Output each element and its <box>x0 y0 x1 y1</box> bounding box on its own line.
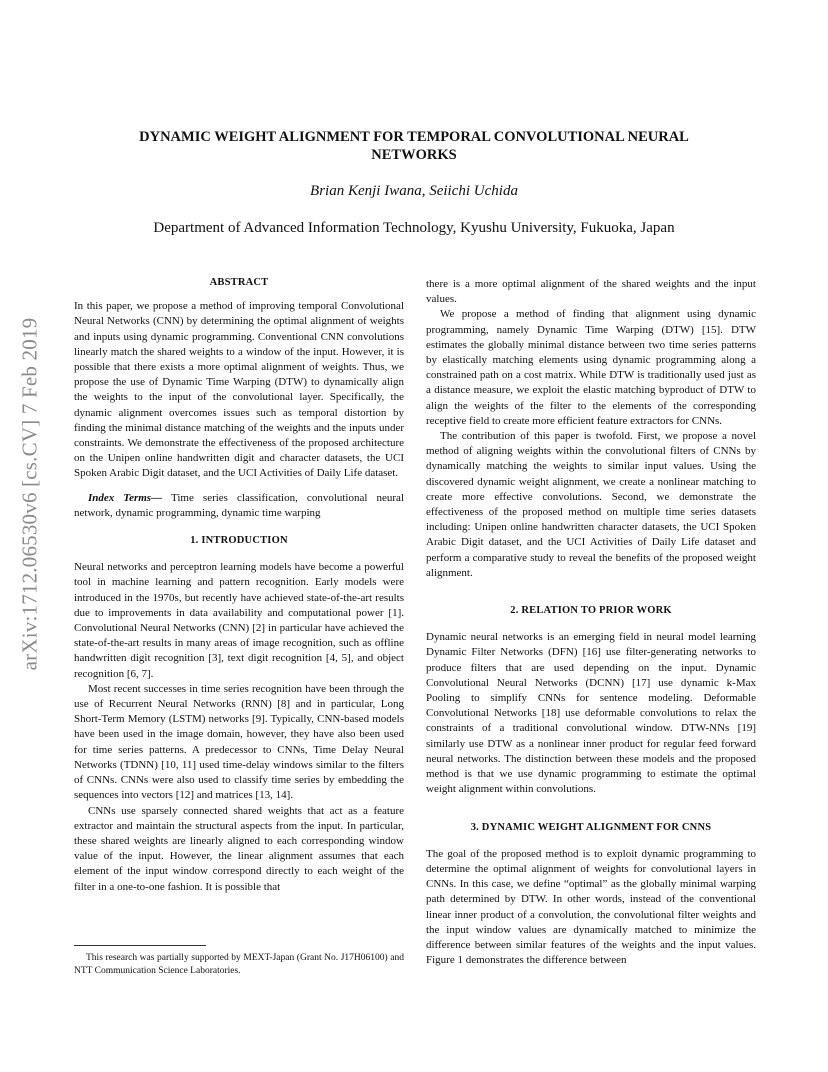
index-terms <box>74 491 404 521</box>
arxiv-sidebar-stamp <box>12 294 48 694</box>
section-3-text: The goal of the proposed method is to exploit dynamic programming to determine the optimal alignment of weights for convolutional layers in CNNs. In this case, we define “optimal” as the globally minimal warping path determined by DTW. In other words, instead of the conventional linear inner product of a convolution, the convolutional filter weights and the input window values are dynamically matched to minimize the difference between similar features of the weights and the input values. Figure 1 demonstrates the difference between <box>426 847 756 967</box>
section-2-text: Dynamic neural networks is an emerging field in neural model learning Dynamic Filter Networks (DFN) [16] use filter-generating networks to produce filters that are used depending on the input. Dynamic Convolutional Neural Networks (DCNN) [17] use dynamic k-Max Pooling to simplify CNNs for sentence modeling. Deformable Convolutional Networks [18] use deformable convolutions to relax the constraints of a traditional convolutional window. DTW-NNs [19] similarly use DTW as a nonlinear inner product for regular feed forward neural networks. The distinction between these models and the proposed method is that we use dynamic programming to estimate the optimal weight alignment within convolutions. <box>426 631 756 796</box>
index-terms-text: Time series classification, convolutional neural network, dynamic programming, dynamic time warping <box>74 491 404 519</box>
left-column <box>74 275 404 895</box>
intro-continued: there is a more optimal alignment of the shared weights and the input values. <box>426 278 756 306</box>
abstract-text: In this paper, we propose a method of improving temporal Convolutional Neural Networks (CNN) by determining the optimal alignment of weights and inputs using dynamic programming. Conventional CNN convolutions linearly match the shared weights to a window of the input. However, it is possible that there exists a more optimal alignment of weights. Thus, we propose the use of Dynamic Time Warping (DTW) to dynamically align the weights to the input of the convolutional layer. Specifically, the dynamic alignment overcomes issues such as temporal distortion by finding the minimal distance matching of the weights and the inputs under constraints. We demonstrate the effectiveness of the proposed architecture on the Unipen online handwritten digit and character datasets, the UCI Spoken Arabic Digit dataset, and the UCI Activities of Daily Life dataset. <box>74 300 404 480</box>
intro-paragraph-5: The contribution of this paper is twofold. First, we propose a novel method of aligning weights within the convolutional filters of CNNs by dynamically matching the weights to similar input values. Using the discovered dynamic weight alignment, we create a nonlinear matching to create more effective convolutions. Second, we demonstrate the effectiveness of the proposed method on multiple time series datasets including: Unipen online handwritten character datasets, the UCI Spoken Arabic Digit dataset, and the UCI Activities of Daily Life dataset and perform a comparative study to reveal the benefits of the proposed weight alignment. <box>426 430 756 579</box>
section-3-heading: 3. DYNAMIC WEIGHT ALIGNMENT FOR CNNS <box>470 821 712 833</box>
abstract-heading: ABSTRACT <box>209 277 269 288</box>
right-column <box>426 277 756 968</box>
intro-paragraph-3: CNNs use sparsely connected shared weights that act as a feature extractor and maintain the structural aspects from the input. In particular, these shared weights are linearly aligned to each corresponding window value of the input. However, the linear alignment assumes that each element of the input window correspond directly to each weight of the filter in a one-to-one fashion. It is possible that <box>74 804 404 893</box>
paper-authors: Brian Kenji Iwana, Seiichi Uchida <box>310 183 518 199</box>
index-terms-label: Index Terms— <box>88 491 163 504</box>
footnote-rule <box>74 945 206 946</box>
intro-paragraph-4: We propose a method of finding that alignment using dynamic programming, namely Dynamic Time Warping (DTW) [15]. DTW estimates the globally minimal distance between two time series patterns by elastically matching elements using dynamic programming along a constrained path on a cost matrix. While DTW is traditionally used just as a distance measure, we exploit the elastic matching byproduct of DTW to align the weights of the filter to the elements of the corresponding receptive field to create more efficient feature extractors for CNNs. <box>426 308 756 427</box>
footnote: This research was partially supported by MEXT-Japan (Grant No. J17H06100) and NTT Communication Science Laboratories. <box>74 953 404 976</box>
arxiv-id: arXiv:1712.06530v6 [cs.CV] 7 Feb 2019 <box>17 317 42 671</box>
paper-title: DYNAMIC WEIGHT ALIGNMENT FOR TEMPORAL CONVOLUTIONAL NEURAL NETWORKS <box>139 129 689 163</box>
section-2-heading: 2. RELATION TO PRIOR WORK <box>510 605 672 617</box>
intro-heading: 1. INTRODUCTION <box>190 535 288 547</box>
intro-paragraph-1: Neural networks and perceptron learning models have become a powerful tool in machine learning and pattern recognition. Early models were introduced in the 1970s, but recently have achieved state-of-the-art results due to improvements in data availability and computational power [1]. Convolutional Neural Networks (CNN) [2] in particular have achieved the state-of-the-art results in many areas of image recognition, such as offline handwritten digit recognition [3], text digit recognition [4, 5], and object recognition [6, 7]. <box>74 561 404 680</box>
intro-paragraph-2: Most recent successes in time series recognition have been through the use of Recurrent Neural Networks (RNN) [8] and in particular, Long Short-Term Memory (LSTM) networks [9]. Typically, CNN-based models have been used in the image domain, however, they have also been used for time series patterns. A predecessor to CNNs, Time Delay Neural Networks (TDNN) [10, 11] used time-delay windows similar to the filters of CNNs. CNNs were also used to classify time series by embedding the sequences into vectors [12] and matrices [13, 14]. <box>74 682 404 802</box>
paper-affiliation: Department of Advanced Information Technology, Kyushu University, Fukuoka, Japan <box>153 220 675 236</box>
